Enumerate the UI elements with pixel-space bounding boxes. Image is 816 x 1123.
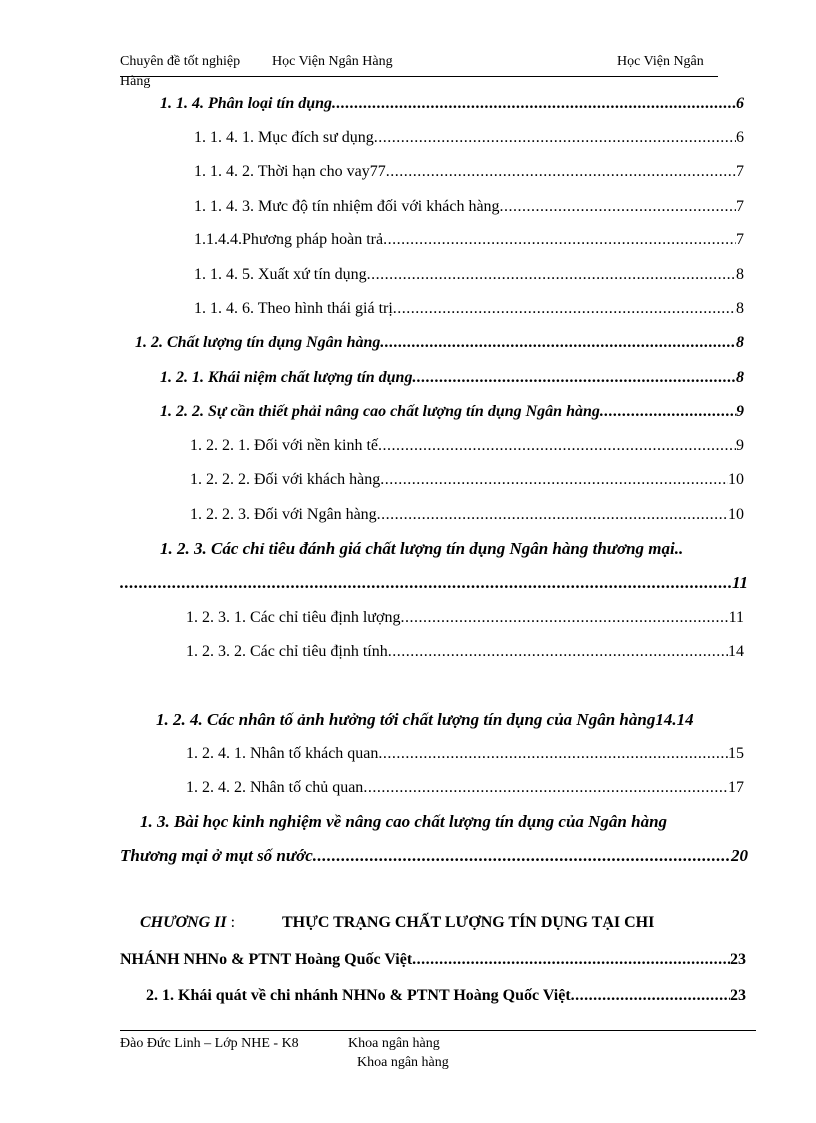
toc-leader [377,505,728,525]
header-left: Chuyên đề tốt nghiệp [120,54,241,69]
toc-label: 1. 2. 2. Sự cần thiết phải nâng cao chất lượng tín dụng Ngân hàng [160,403,600,420]
toc-label: 1. 2. 2. 1. Đối với nền kinh tế [190,437,378,454]
toc-page: 15 [728,745,744,762]
toc-label: 1. 1. 4. 1. Mục đích sư dụng [194,129,374,146]
toc-label: 1. 2. 4. 2. Nhân tố chủ quan [186,779,364,796]
toc-entry-line1: 1. 3. Bài học kinh nghiệm về nâng cao chất lượng tín dụng của Ngân hàng [140,812,668,831]
toc-entry[interactable] [194,162,744,182]
toc-leader [378,436,736,456]
toc-page: 23 [730,951,746,968]
toc-leader [363,778,728,798]
toc-label: 2. 1. Khái quát về chi nhánh NHNo & PTNT Hoàng Quốc Việt [146,987,571,1004]
toc-leader [388,642,728,662]
toc-page: 23 [730,987,746,1004]
toc-entry[interactable] [186,744,744,764]
toc-leader [378,744,728,764]
footer-rule [120,1030,756,1031]
toc-entry[interactable] [190,470,744,490]
toc-entry[interactable] [160,402,744,422]
toc-entry[interactable] [160,368,744,388]
toc-entry[interactable] [146,986,746,1006]
toc-label: 1. 2. 3. 1. Các chỉ tiêu định lượng [186,609,401,626]
toc-leader [120,573,732,593]
toc-label: Thương mại ở mụt số nước [120,846,313,865]
chapter-title-line1: THỰC TRẠNG CHẤT LƯỢNG TÍN DỤNG TẠI CHI [282,914,655,931]
toc-page: 6 [736,129,744,146]
toc-leader [374,128,736,148]
toc-entry[interactable] [186,778,744,798]
toc-leader [393,299,736,319]
toc-page: 10 [728,506,744,523]
toc-label: 1. 2. 2. 2. Đối với khách hàng [190,471,381,488]
toc-entry[interactable] [160,94,744,114]
chapter-colon: : [226,914,236,931]
header-wrap: Hàng [120,74,151,89]
toc-entry-inline[interactable]: 1. 2. 4. Các nhân tố ảnh hưởng tới chất lượng tín dụng của Ngân hàng14.14 [156,710,694,729]
toc-leader [367,265,736,285]
toc-entry-line1: 1. 2. 3. Các chỉ tiêu đánh giá chất lượng tín dụng Ngân hàng thương mại.. [160,539,684,558]
toc-page: 8 [736,369,744,386]
toc-entry[interactable] [190,436,744,456]
toc-label: 1. 2. 2. 3. Đối với Ngân hàng [190,506,377,523]
header-center: Học Viện Ngân Hàng [272,54,393,69]
toc-page: 8 [736,300,744,317]
chapter-heading [140,914,235,932]
toc-page: 6 [736,95,744,112]
toc-leader [313,846,731,866]
toc-page: 7 [736,163,744,180]
header-right: Học Viện Ngân [617,54,704,69]
toc-leader [380,470,728,490]
footer-wrap: Khoa ngân hàng [357,1055,449,1070]
toc-leader [380,333,736,353]
toc-label: 1. 2. Chất lượng tín dụng Ngân hàng [135,334,381,351]
toc-entry[interactable] [194,299,744,319]
toc-label: 1. 2. 1. Khái niệm chất lượng tín dụng [160,369,413,386]
toc-leader [400,608,728,628]
toc-leader [412,950,730,970]
toc-entry[interactable] [186,642,744,662]
toc-entry[interactable] [120,573,748,593]
toc-leader [332,94,736,114]
toc-page: 17 [728,779,744,796]
toc-label: 1. 1. 4. 6. Theo hình thái giá trị [194,300,393,317]
toc-entry[interactable] [120,846,748,866]
toc-entry[interactable] [194,128,744,148]
footer-left: Đào Đức Linh – Lớp NHE - K8 [120,1036,299,1051]
toc-label: 1. 1. 4. 5. Xuất xứ tín dụng [194,266,367,283]
toc-entry[interactable] [135,333,744,353]
toc-label: 1. 2. 3. 2. Các chỉ tiêu định tính [186,643,388,660]
toc-page: 10 [728,471,744,488]
toc-label: 1. 1. 4. 3. Mưc độ tín nhiệm đối với khách hàng [194,198,500,215]
toc-page: 7 [736,198,744,215]
toc-leader [386,162,736,182]
header-rule [120,76,718,77]
toc-page: 8 [736,334,744,351]
toc-page: 11 [728,609,744,626]
toc-leader [600,402,736,422]
toc-label: 1.1.4.4.Phương pháp hoàn trả [194,231,384,248]
toc-page: 9 [736,437,744,454]
chapter-prefix: CHƯƠNG II [140,914,227,931]
toc-label: 1. 1. 4. Phân loại tín dụng [160,95,333,112]
toc-page: 9 [736,403,744,420]
toc-page: 11 [731,573,748,592]
toc-leader [383,230,736,250]
footer-right: Khoa ngân hàng [348,1036,440,1051]
toc-page: 8 [736,266,744,283]
toc-entry[interactable] [120,950,746,970]
toc-entry[interactable] [186,608,744,628]
toc-leader [571,986,730,1006]
toc-entry[interactable] [190,505,744,525]
toc-page: 14 [728,643,744,660]
toc-entry[interactable] [194,197,744,217]
toc-label: 1. 1. 4. 2. Thời hạn cho vay77 [194,163,386,180]
toc-entry[interactable] [194,265,744,285]
toc-leader [500,197,736,217]
toc-leader [412,368,736,388]
toc-page: 20 [731,846,748,865]
toc-label: 1. 2. 4. 1. Nhân tố khách quan [186,745,379,762]
toc-entry[interactable] [194,230,744,250]
toc-label: NHÁNH NHNo & PTNT Hoàng Quốc Việt [120,951,413,968]
toc-page: 7 [736,231,744,248]
